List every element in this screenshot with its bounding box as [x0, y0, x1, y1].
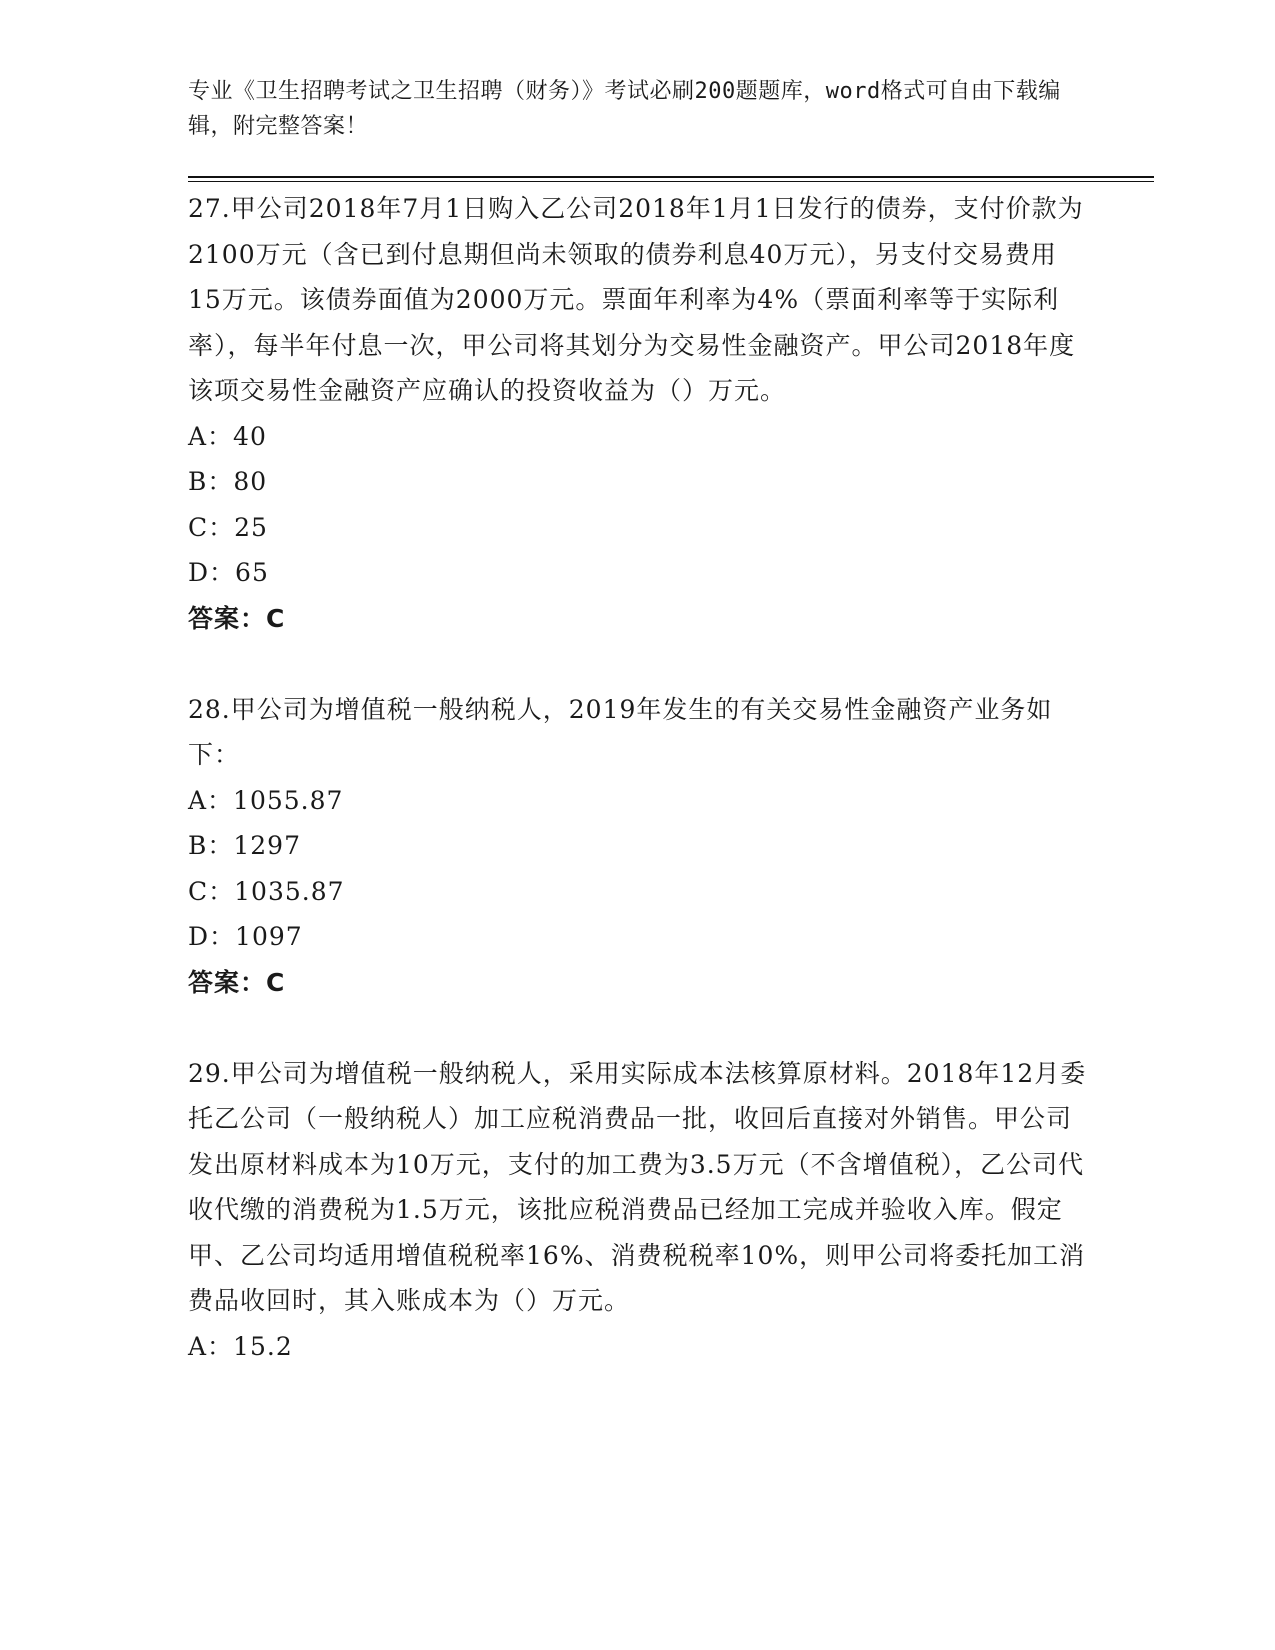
document-header: 专业《卫生招聘考试之卫生招聘（财务）》考试必刷200题题库，word格式可自由下载编辑，附完整答案！ — [188, 79, 1061, 139]
option-c: C：25 — [188, 512, 268, 542]
option-c: C：1035.87 — [188, 876, 345, 906]
question-list — [188, 186, 1088, 1369]
question-stem: 28.甲公司为增值税一般纳税人，2019年发生的有关交易性金融资产业务如下： — [188, 694, 1053, 769]
option-b: B：1297 — [188, 831, 301, 860]
question-stem: 27.甲公司2018年7月1日购入乙公司2018年1月1日发行的债券，支付价款为2100万元（含已到付息期但尚未领取的债券利息40万元），另支付交易费用15万元。该债券面值为2000万元。票面年利率为4%（票面利率等于实际利率），每半年付息一次，甲公司将其划分为交易性金融资产。甲公司2018年度该项交易性金融资产应确认的投资收益为（）万元。 — [188, 194, 1084, 405]
header-divider — [188, 176, 1154, 183]
question-stem: 29.甲公司为增值税一般纳税人，采用实际成本法核算原材料。2018年12月委托乙公司（一般纳税人）加工应税消费品一批，收回后直接对外销售。甲公司发出原材料成本为10万元，支付的加工费为3.5万元（不含增值税），乙公司代收代缴的消费税为1.5万元，该批应税消费品已经加工完成并验收入库。假定甲、乙公司均适用增值税税率16%、消费税税率10%，则甲公司将委托加工消费品收回时，其入账成本为（）万元。 — [188, 1058, 1087, 1315]
option-a: A：1055.87 — [188, 785, 344, 815]
option-b: B：80 — [188, 467, 268, 496]
question-28 — [188, 687, 1088, 1006]
option-d: D：1097 — [188, 922, 303, 951]
option-a: A：40 — [188, 421, 267, 451]
answer: 答案：C — [188, 603, 286, 633]
question-27 — [188, 186, 1088, 641]
option-d: D：65 — [188, 558, 269, 587]
answer: 答案：C — [188, 967, 286, 997]
question-29 — [188, 1051, 1088, 1370]
option-a: A：15.2 — [188, 1331, 293, 1361]
